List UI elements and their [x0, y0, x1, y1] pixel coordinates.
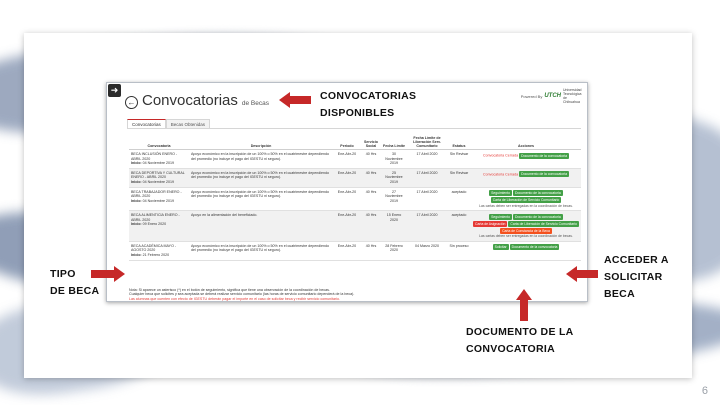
- inicio-date: 04 Noviembre 2019: [142, 161, 174, 166]
- action-button[interactable]: Seguimiento: [491, 191, 511, 196]
- cell-estatus: Sin Revisar: [447, 168, 471, 187]
- annotation-text: SOLICITAR: [604, 271, 663, 283]
- col-header: Acciones: [471, 135, 581, 150]
- slide-number: 6: [701, 385, 708, 397]
- beca-name: BECA TRABAJADOR ENERO - ABRIL 2020: [131, 189, 182, 199]
- annotation-acceder: [604, 252, 669, 303]
- table-row: [129, 241, 581, 260]
- action-button[interactable]: Documento de la convocatoria: [515, 191, 561, 196]
- cell-periodo: Ene-Abr-20: [333, 211, 361, 242]
- action-note: Las cartas deben ser entregadas en la coordinación de becas.: [479, 203, 573, 208]
- cell-estatus: Sin Revisar: [447, 150, 471, 169]
- cell-periodo: Ene-Abr-20: [333, 150, 361, 169]
- beca-inicio: [131, 253, 169, 257]
- action-note: Las cartas deben ser entregadas en la coordinación de becas.: [479, 234, 573, 239]
- col-header: Fecha Límite: [381, 135, 407, 150]
- action-button[interactable]: Carta de Constancia de la Beca: [502, 228, 550, 233]
- cell-fecha-limite: 25 Noviembre 2019: [381, 168, 407, 187]
- page-subtitle: de Becas: [241, 100, 269, 107]
- cell-acciones: [471, 168, 581, 187]
- inicio-date: 04 Noviembre 2019: [142, 179, 174, 184]
- beca-name: BECA DEPORTIVA Y CULTURAL ENERO - ABRIL 2020: [131, 170, 185, 180]
- cell-descripcion: Apoyo económico en la inscripción de un 100% o 50% en el cuatrimestre dependiendo del promedio (no incluye el pago del IGESTU ni seguro).: [189, 150, 333, 169]
- col-header: Estatus: [447, 135, 471, 150]
- notes-block: [129, 288, 569, 301]
- inicio-label: Inicio:: [131, 198, 142, 203]
- table-row: [129, 211, 581, 242]
- cell-convocatoria: [129, 150, 189, 169]
- cell-fecha-limite: 15 Enero 2020: [381, 211, 407, 242]
- annotation-text: DE BECA: [50, 285, 100, 297]
- table-header-row: [129, 135, 581, 150]
- inicio-date: 21 Febrero 2020: [142, 252, 170, 257]
- page-title: Convocatorias: [142, 92, 238, 109]
- cell-estatus: Sin proceso: [447, 241, 471, 260]
- page-header: [125, 92, 269, 109]
- annotation-text: TIPO: [50, 268, 76, 280]
- action-button[interactable]: Carta de Liberación de Servicio Comunitario: [510, 221, 577, 226]
- cell-servicio: 40 Hrs: [361, 150, 381, 169]
- action-button[interactable]: Documento de la convocatoria: [515, 214, 561, 219]
- cell-fecha-liberacion: 17 Abril 2020: [407, 187, 447, 211]
- cell-convocatoria: [129, 211, 189, 242]
- action-button[interactable]: Documento de la convocatoria: [521, 172, 567, 177]
- tab-becas-obtenidas[interactable]: Becas Obtenidas: [166, 119, 210, 129]
- col-header: Servicio Social: [361, 135, 381, 150]
- action-button[interactable]: Solicitar: [494, 245, 507, 250]
- brand-prefix: Powered By: [520, 93, 543, 99]
- action-button[interactable]: Carta de Asignación: [475, 221, 506, 226]
- arrow-left-icon: [279, 92, 311, 108]
- table-row: [129, 150, 581, 169]
- cell-convocatoria: [129, 168, 189, 187]
- arrow-shape: [566, 266, 598, 282]
- cell-acciones: [471, 187, 581, 211]
- inicio-label: Inicio:: [131, 161, 142, 166]
- cell-descripcion: Apoyo económico en la inscripción de un 100% o 50% en el cuatrimestre dependiendo del promedio (no incluye el pago del IGESTU ni seguro).: [189, 187, 333, 211]
- cell-periodo: Ene-Abr-20: [333, 241, 361, 260]
- back-arrow-icon[interactable]: ←: [125, 96, 138, 109]
- menu-toggle-button[interactable]: ➜: [108, 84, 121, 97]
- cell-servicio: 40 Hrs: [361, 211, 381, 242]
- beca-inicio: [131, 222, 166, 226]
- cell-fecha-liberacion: 04 Marzo 2020: [407, 241, 447, 260]
- inicio-label: Inicio:: [131, 222, 142, 227]
- col-header: Fecha Límite de Liberación Serv. Comunitario: [407, 135, 447, 150]
- cell-periodo: Ene-Abr-20: [333, 168, 361, 187]
- annotation-documento: [466, 324, 574, 358]
- beca-name: BECA ALIMENTICIA ENERO - ABRIL 2020: [131, 213, 180, 222]
- cell-estatus: aceptado: [447, 187, 471, 211]
- cell-servicio: 40 Hrs: [361, 187, 381, 211]
- cell-servicio: 40 Hrs: [361, 241, 381, 260]
- cell-fecha-limite: 27 Noviembre 2019: [381, 187, 407, 211]
- cell-fecha-liberacion: 17 Abril 2020: [407, 211, 447, 242]
- annotation-text: DISPONIBLES: [320, 107, 395, 119]
- arrow-up-icon: [516, 289, 532, 321]
- annotation-text: CONVOCATORIAS: [320, 90, 417, 102]
- annotation-text: BECA: [604, 288, 635, 300]
- tab-divider: [127, 128, 581, 129]
- action-button[interactable]: Documento de la convocatoria: [521, 153, 567, 158]
- action-button[interactable]: Carta de Liberación de Servicio Comunitario: [492, 198, 560, 203]
- beca-inicio: [131, 199, 174, 203]
- inicio-label: Inicio:: [131, 252, 142, 257]
- action-button[interactable]: Seguimiento: [491, 214, 511, 219]
- beca-name: BECA ACADÉMICA MAYO - AGOSTO 2020: [131, 243, 177, 253]
- cell-periodo: Ene-Abr-20: [333, 187, 361, 211]
- inicio-label: Inicio:: [131, 179, 142, 184]
- cell-descripcion: Apoyo económico en la inscripción de un 100% o 50% en el cuatrimestre dependiendo del promedio (no incluye el pago del IGESTU ni seguro).: [189, 168, 333, 187]
- cell-estatus: aceptado: [447, 211, 471, 242]
- beca-inicio: [131, 161, 174, 165]
- status-closed-text: Convocatoria Cerrada: [483, 153, 519, 158]
- annotation-convocatorias: [320, 88, 416, 122]
- note-service: Cualquier beca que solicites y sea aceptada se deberá realizar servicio comunitario (las horas de servicio comunitario dependerá de la beca).: [129, 292, 355, 297]
- annotation-text: CONVOCATORIA: [466, 343, 555, 355]
- table-row: [129, 168, 581, 187]
- col-header: Descripción: [189, 135, 333, 150]
- tab-convocatorias[interactable]: Convocatorias: [127, 119, 166, 129]
- arrow-left-icon: [566, 266, 598, 282]
- annotation-text: DOCUMENTO DE LA: [466, 326, 574, 338]
- table-row: [129, 187, 581, 211]
- cell-convocatoria: [129, 187, 189, 211]
- cell-fecha-limite: 28 Febrero 2020: [381, 241, 407, 260]
- note-igestu: Las alumnas que cuenten con efecto de IGESTU deberán pagar el importe en el caso de solicitar beca y recibir servicio comunitario.: [129, 296, 340, 301]
- convocatorias-table: [129, 135, 581, 261]
- arrow-right-icon: [91, 266, 125, 282]
- cell-fecha-limite: 30 Noviembre 2019: [381, 150, 407, 169]
- cell-descripcion: Apoyo económico en la inscripción de un 100% o 50% en el cuatrimestre dependiendo del promedio (no incluye el pago del IGESTU ni seguro).: [189, 241, 333, 260]
- note-asterisk: Nota: Si aparece un asterisco (*) en el botón de seguimiento, significa que tiene una observación de la coordinación de becas.: [129, 288, 330, 292]
- arrow-shape: [91, 266, 125, 282]
- cell-acciones: [471, 150, 581, 169]
- col-header: Periodo: [333, 135, 361, 150]
- beca-inicio: [131, 180, 174, 184]
- cell-acciones: [471, 241, 581, 260]
- arrow-shape: [516, 289, 532, 321]
- inicio-date: 09 Enero 2020: [142, 222, 167, 227]
- cell-fecha-liberacion: 17 Abril 2020: [407, 150, 447, 169]
- brand-header: [521, 88, 581, 104]
- col-header: Convocatoria: [129, 135, 189, 150]
- annotation-text: ACCEDER A: [604, 254, 669, 266]
- beca-name: BECA INCLUSIÓN ENERO - ABRIL 2020: [131, 152, 178, 161]
- cell-descripcion: Apoyo en la alimentación del beneficiado.: [189, 211, 333, 242]
- action-button[interactable]: Documento de la convocatoria: [511, 245, 558, 250]
- cell-fecha-liberacion: 17 Abril 2020: [407, 168, 447, 187]
- cell-servicio: 40 Hrs: [361, 168, 381, 187]
- cell-convocatoria: [129, 241, 189, 260]
- brand-subtitle: Universidad Tecnológica de Chihuahua: [563, 88, 582, 104]
- inicio-date: 04 Noviembre 2019: [142, 198, 174, 203]
- cell-acciones: [471, 211, 581, 242]
- status-closed-text: Convocatoria Cerrada: [483, 172, 519, 177]
- utch-logo: UTCH: [544, 93, 561, 99]
- arrow-shape: [279, 92, 311, 108]
